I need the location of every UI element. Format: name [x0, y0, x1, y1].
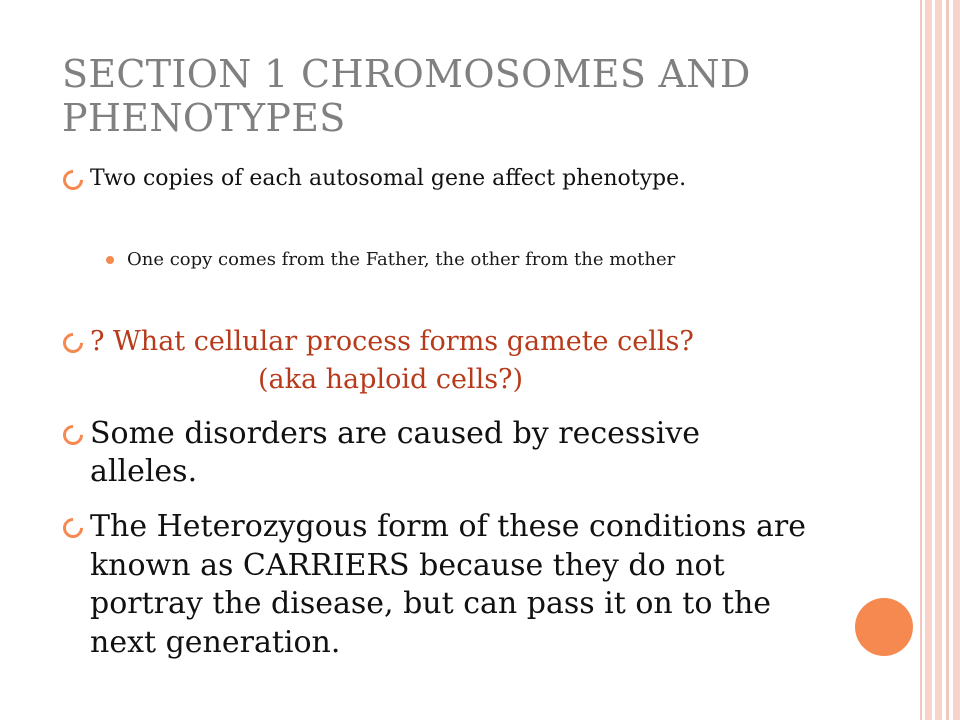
- bullet-icon: [59, 166, 87, 194]
- bullet-icon: [59, 421, 87, 449]
- sub-bullet-icon: [106, 256, 114, 264]
- decorative-stripe: [953, 0, 960, 720]
- decorative-stripe: [920, 0, 922, 720]
- slide-title: [62, 52, 882, 140]
- question-line: (aka haploid cells?): [258, 364, 524, 395]
- decorative-circle: [855, 598, 913, 656]
- bullet-icon: [59, 329, 87, 357]
- slide-title-line: PHENOTYPES: [62, 96, 346, 140]
- bullet-icon: [59, 514, 87, 542]
- sub-bullet-text: One copy comes from the Father, the other from the mother: [127, 249, 676, 270]
- bullet-text: Two copies of each autosomal gene affect phenotype.: [90, 166, 687, 191]
- decorative-stripe: [925, 0, 932, 720]
- question-text: [90, 323, 890, 399]
- decorative-stripe: [935, 0, 942, 720]
- slide-title-line: SECTION 1 CHROMOSOMES AND: [62, 52, 751, 96]
- bullet-text: Some disorders are caused by recessive alleles.: [90, 416, 701, 489]
- question-line: ? What cellular process forms gamete cells?: [90, 326, 694, 357]
- bullet-text: The Heterozygous form of these conditions are known as CARRIERS because they do not portray the disease, but can pass it on to the next generation.: [90, 509, 806, 660]
- decorative-stripe: [946, 0, 949, 720]
